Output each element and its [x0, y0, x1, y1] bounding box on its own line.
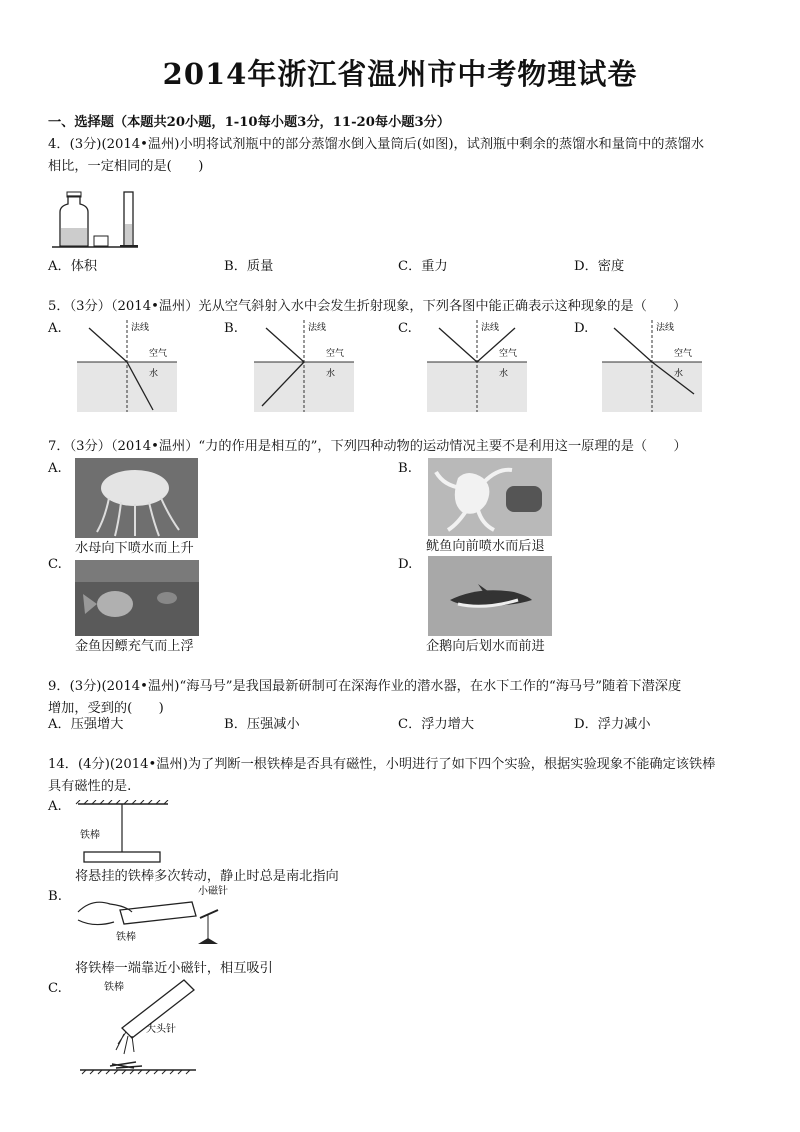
- q7-text: 7．（3分）（2014•温州）“力的作用是相互的”，下列四种动物的运动情况主要不是利用这一原理的是（ ）: [48, 439, 687, 454]
- q5-a-normal-label: 法线: [131, 323, 150, 333]
- q5-d-water-label: 水: [674, 369, 684, 379]
- q7-label-d[interactable]: D.: [398, 557, 413, 572]
- q7-label-a[interactable]: A.: [48, 461, 62, 476]
- q5-refraction-figure-c: [425, 318, 530, 414]
- penguin-photo: [428, 556, 552, 636]
- q5-d-air-label: 空气: [674, 349, 693, 359]
- q5-refraction-figure-a: [75, 318, 180, 414]
- q9-option-d[interactable]: D．浮力减小: [574, 717, 651, 732]
- q14-b-rod-label: 铁棒: [116, 932, 136, 943]
- page-title: 2014年浙江省温州市中考物理试卷: [162, 57, 638, 91]
- jellyfish-photo: [75, 458, 198, 538]
- q5-refraction-figure-b: [252, 318, 357, 414]
- q7-caption-d: 企鹅向后划水而前进: [426, 639, 545, 654]
- q14-b-needle-label: 小磁针: [198, 886, 228, 897]
- q7-caption-a: 水母向下喷水而上升: [75, 541, 194, 556]
- q7-caption-b: 鱿鱼向前喷水而后退: [426, 539, 545, 554]
- q5-b-air-label: 空气: [326, 349, 345, 359]
- q4-option-a[interactable]: A．体积: [48, 259, 98, 274]
- q7-label-b[interactable]: B.: [398, 461, 412, 476]
- q5-d-normal-label: 法线: [656, 323, 675, 333]
- q9-option-a[interactable]: A．压强增大: [48, 717, 124, 732]
- q5-c-normal-label: 法线: [481, 323, 500, 333]
- q5-b-water-label: 水: [326, 369, 336, 379]
- q5-a-air-label: 空气: [149, 349, 168, 359]
- q14-text-line1: 14．(4分)(2014•温州)为了判断一根铁棒是否具有磁性，小明进行了如下四个实验，根据实验现象不能确定该铁棒: [48, 757, 716, 772]
- q5-label-c[interactable]: C.: [398, 321, 412, 336]
- q5-c-air-label: 空气: [499, 349, 518, 359]
- q14-c-pins-label: 大头针: [146, 1024, 176, 1035]
- q9-text-line2: 增加，受到的( ): [48, 701, 164, 716]
- goldfish-photo: [75, 560, 199, 636]
- section-heading: 一、选择题（本题共20小题，1-10每小题3分，11-20每小题3分）: [48, 115, 451, 130]
- q14-label-b[interactable]: B.: [48, 889, 62, 904]
- q4-bottle-cylinder-figure: [50, 190, 140, 250]
- q5-label-d[interactable]: D.: [574, 321, 589, 336]
- q4-option-b[interactable]: B．质量: [224, 259, 274, 274]
- q9-option-b[interactable]: B．压强减小: [224, 717, 300, 732]
- q5-text: 5．（3分）（2014•温州）光从空气斜射入水中会发生折射现象，下列各图中能正确表示这种现象的是（ ）: [48, 299, 687, 314]
- q5-label-b[interactable]: B.: [224, 321, 238, 336]
- q9-text-line1: 9．(3分)(2014•温州)“海马号”是我国最新研制可在深海作业的潜水器，在水下工作的“海马号”随着下潜深度: [48, 679, 682, 694]
- q5-label-a[interactable]: A.: [48, 321, 62, 336]
- q14-caption-b: 将铁棒一端靠近小磁针，相互吸引: [75, 961, 273, 976]
- q14-rod-and-pins-figure: [76, 976, 226, 1076]
- q4-text-line2: 相比，一定相同的是( ): [48, 159, 204, 174]
- q14-hanging-rod-figure: [72, 800, 172, 868]
- q14-text-line2: 具有磁性的是.: [48, 779, 132, 794]
- q7-label-c[interactable]: C.: [48, 557, 62, 572]
- q14-a-rod-label: 铁棒: [80, 830, 100, 841]
- q14-label-c[interactable]: C.: [48, 981, 62, 996]
- q7-caption-c: 金鱼因鳔充气而上浮: [75, 639, 194, 654]
- q14-c-rod-label: 铁棒: [104, 982, 124, 993]
- squid-photo: [428, 458, 552, 536]
- q5-c-water-label: 水: [499, 369, 509, 379]
- q5-refraction-figure-d: [600, 318, 705, 414]
- q4-option-d[interactable]: D．密度: [574, 259, 625, 274]
- q5-a-water-label: 水: [149, 369, 159, 379]
- q5-b-normal-label: 法线: [308, 323, 327, 333]
- q4-text-line1: 4．(3分)(2014•温州)小明将试剂瓶中的部分蒸馏水倒入量筒后(如图)，试剂瓶中剩余的蒸馏水和量筒中的蒸馏水: [48, 137, 705, 152]
- q9-option-c[interactable]: C．浮力增大: [398, 717, 475, 732]
- q14-caption-a: 将悬挂的铁棒多次转动，静止时总是南北指向: [75, 869, 339, 884]
- q14-rod-and-needle-figure: [72, 882, 232, 958]
- q14-label-a[interactable]: A.: [48, 799, 62, 814]
- q4-option-c[interactable]: C．重力: [398, 259, 448, 274]
